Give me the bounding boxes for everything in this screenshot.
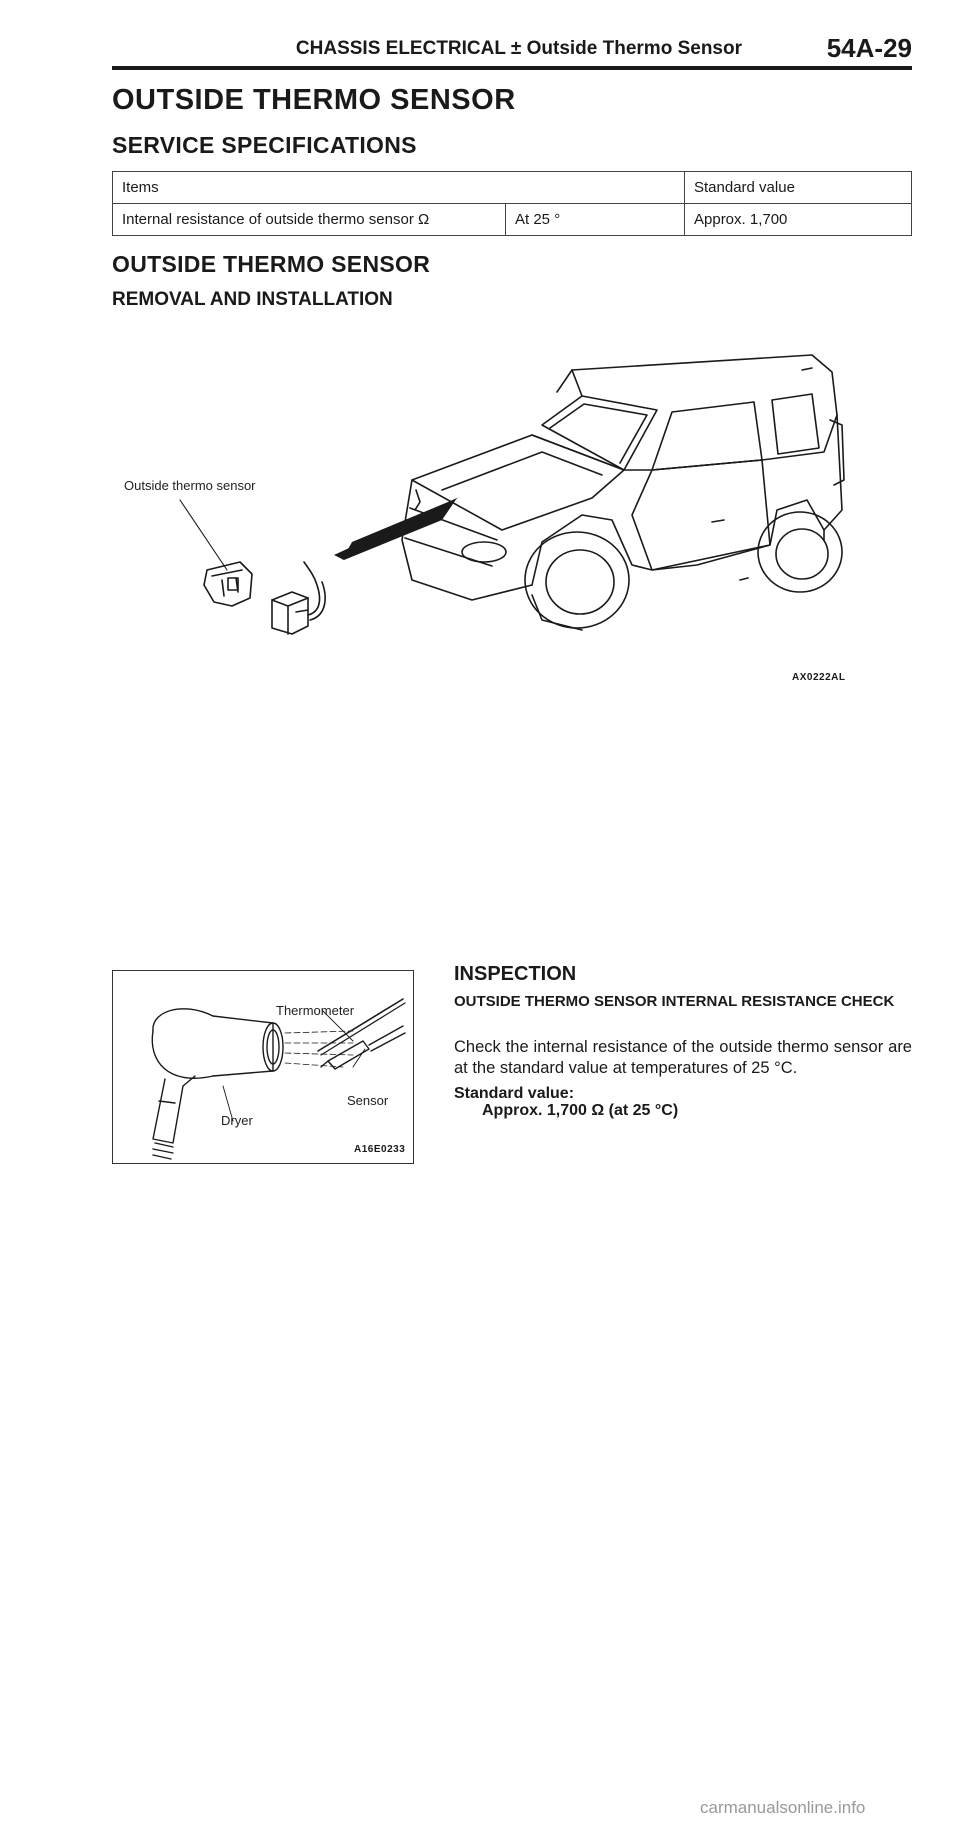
standard-value-label: Standard value: <box>454 1085 575 1102</box>
table-cell-condition: At 25 ° <box>506 204 685 236</box>
vehicle-sensor-figure <box>112 330 852 700</box>
figure-code: A16E0233 <box>354 1144 406 1155</box>
footer-watermark: carmanualsonline.info <box>700 1798 866 1817</box>
header-rule <box>112 66 912 70</box>
page-title: OUTSIDE THERMO SENSOR <box>112 84 516 116</box>
page-number: 54A-29 <box>826 33 912 63</box>
thermometer-label: Thermometer <box>276 1003 355 1018</box>
inspection-figure <box>112 970 414 1164</box>
running-header-section: CHASSIS ELECTRICAL ± Outside Thermo Sensor <box>295 38 742 59</box>
table-header-items: Items <box>113 172 685 204</box>
table-header-row <box>113 172 912 204</box>
vehicle-illustration <box>112 330 852 700</box>
standard-value: Approx. 1,700 Ω (at 25 °C) <box>482 1102 679 1119</box>
table-row <box>113 204 912 236</box>
inspection-subheading: OUTSIDE THERMO SENSOR INTERNAL RESISTANCE CHECK <box>454 993 895 1010</box>
table-cell-value: Approx. 1,700 <box>685 204 912 236</box>
dryer-thermometer-illustration <box>113 971 413 1163</box>
outside-thermo-sensor-label: Outside thermo sensor <box>124 478 256 493</box>
figure-code: AX0222AL <box>792 672 846 683</box>
service-specifications-table <box>112 171 912 236</box>
sensor-label: Sensor <box>347 1093 389 1108</box>
table-cell-item: Internal resistance of outside thermo sensor Ω <box>113 204 506 236</box>
service-specifications-heading: SERVICE SPECIFICATIONS <box>112 132 417 158</box>
section-title: OUTSIDE THERMO SENSOR <box>112 251 431 277</box>
removal-installation-heading: REMOVAL AND INSTALLATION <box>112 289 393 310</box>
inspection-instructions: Check the internal resistance of the outside thermo sensor are at the standard value at temperatures of 25 °C. <box>454 1038 912 1077</box>
dryer-label: Dryer <box>221 1113 253 1128</box>
table-header-standard-value: Standard value <box>685 172 912 204</box>
inspection-heading: INSPECTION <box>454 963 577 985</box>
